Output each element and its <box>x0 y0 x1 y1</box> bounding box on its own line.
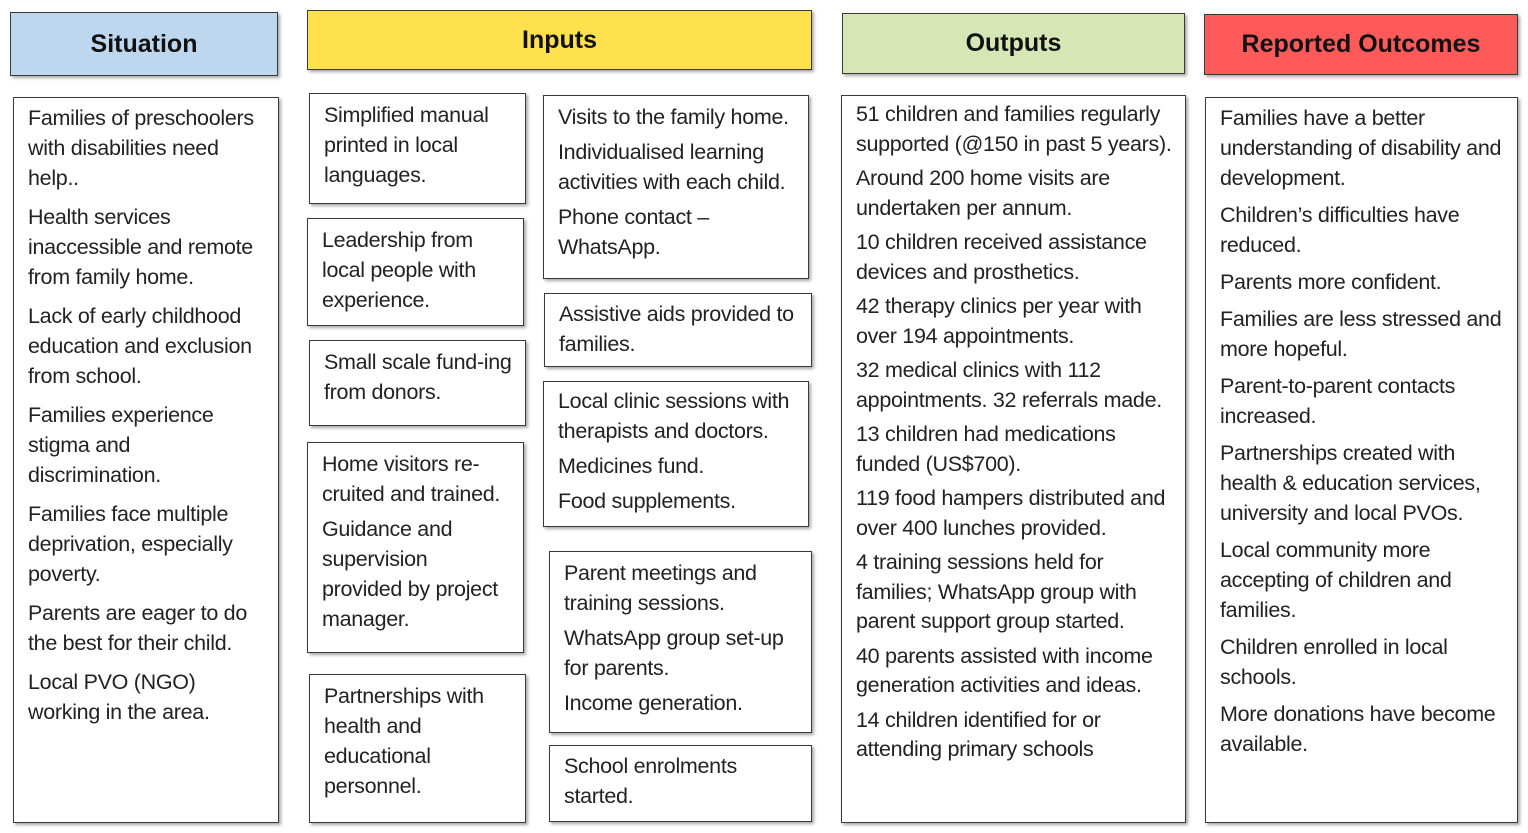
output-item: 4 training sessions held for families; WhatsApp group with parent support group started. <box>856 550 1137 633</box>
input-item: Income generation. <box>564 691 743 715</box>
output-item: 13 children had medications funded (US$700). <box>856 422 1116 476</box>
output-item: 40 parents assisted with income generation activities and ideas. <box>856 643 1153 697</box>
input-item: Local clinic sessions with therapists and doctors. <box>558 389 790 443</box>
situation-item: Families of preschoolers with disabilities need help.. <box>28 106 254 190</box>
outcomes-header: Reported Outcomes <box>1204 14 1518 75</box>
output-item: 10 children received assistance devices and prosthetics. <box>856 230 1147 284</box>
output-item: 119 food hampers distributed and over 400 lunches provided. <box>856 486 1166 540</box>
input-item: Partnerships with health and educational personnel. <box>324 684 484 798</box>
input-item: Guidance and supervision provided by project manager. <box>322 517 498 631</box>
output-item: 14 children identified for or attending primary schools <box>856 707 1101 761</box>
inputs-box-leadership <box>307 218 524 326</box>
situation-item: Families face multiple deprivation, especially poverty. <box>28 502 233 586</box>
situation-header: Situation <box>10 12 278 76</box>
input-item: Individualised learning activities with each child. <box>558 140 786 194</box>
outputs-box <box>841 95 1186 823</box>
input-item: Simplified manual printed in local languages. <box>324 103 489 187</box>
output-item: 32 medical clinics with 112 appointments. 32 referrals made. <box>856 358 1162 412</box>
situation-item: Health services inaccessible and remote from family home. <box>28 205 253 289</box>
inputs-box-funding <box>309 340 526 426</box>
input-item: Home visitors re-cruited and trained. <box>322 452 501 506</box>
inputs-header: Inputs <box>307 10 812 70</box>
input-item: Assistive aids provided to families. <box>559 302 794 356</box>
outcome-item: More donations have become available. <box>1220 702 1496 756</box>
output-item: Around 200 home visits are undertaken per annum. <box>856 166 1110 220</box>
output-item: 42 therapy clinics per year with over 194 appointments. <box>856 294 1142 348</box>
outcome-item: Parents more confident. <box>1220 270 1442 294</box>
input-item: Leadership from local people with experience. <box>322 228 476 312</box>
input-item: Medicines fund. <box>558 454 705 478</box>
input-item: School enrolments started. <box>564 754 737 808</box>
outcome-item: Partnerships created with health & education services, university and local PVOs. <box>1220 441 1481 525</box>
inputs-box-partnerships <box>309 674 526 823</box>
input-item: Parent meetings and training sessions. <box>564 561 757 615</box>
inputs-box-home-visitors <box>307 442 524 653</box>
output-item: 51 children and families regularly supported (@150 in past 5 years). <box>856 102 1172 156</box>
outcome-item: Local community more accepting of children and families. <box>1220 538 1452 622</box>
inputs-box-home-visits <box>543 95 809 279</box>
input-item: Phone contact – WhatsApp. <box>558 205 709 259</box>
inputs-box-school-enrolments <box>549 745 812 822</box>
situation-item: Families experience stigma and discrimination. <box>28 403 214 487</box>
outcome-item: Children’s difficulties have reduced. <box>1220 203 1460 257</box>
input-item: Food supplements. <box>558 489 736 513</box>
input-item: Small scale fund-ing from donors. <box>324 350 512 404</box>
outcomes-box <box>1205 97 1518 823</box>
situation-item: Parents are eager to do the best for their child. <box>28 601 247 655</box>
inputs-box-manual <box>309 93 526 204</box>
situation-item: Lack of early childhood education and exclusion from school. <box>28 304 252 388</box>
situation-item: Local PVO (NGO) working in the area. <box>28 670 210 724</box>
outcome-item: Families have a better understanding of disability and development. <box>1220 106 1502 190</box>
outcome-item: Children enrolled in local schools. <box>1220 635 1448 689</box>
outputs-header: Outputs <box>842 13 1185 74</box>
inputs-box-parent-meetings <box>549 551 812 733</box>
inputs-box-clinics <box>543 381 809 527</box>
outcome-item: Families are less stressed and more hopeful. <box>1220 307 1502 361</box>
input-item: Visits to the family home. <box>558 105 789 129</box>
input-item: WhatsApp group set-up for parents. <box>564 626 784 680</box>
inputs-box-assistive-aids <box>544 293 812 367</box>
situation-box <box>13 97 279 823</box>
outcome-item: Parent-to-parent contacts increased. <box>1220 374 1456 428</box>
